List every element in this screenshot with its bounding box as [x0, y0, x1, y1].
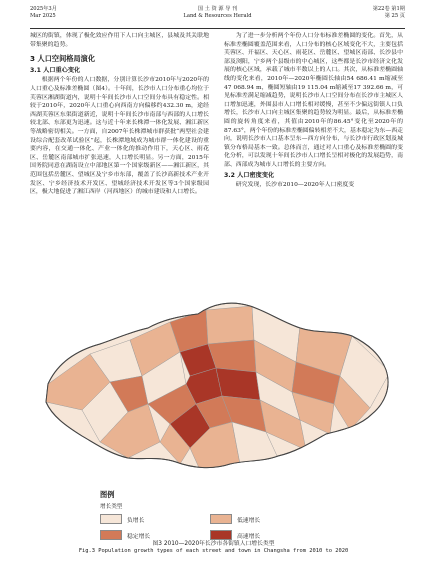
legend-label-low: 低速增长 [237, 517, 261, 524]
legend-label-stable: 稳定增长 [127, 533, 151, 540]
header-date-en: Mar 2025 [30, 12, 56, 19]
growth-type-map [30, 292, 405, 487]
left-column [30, 32, 209, 197]
body-paragraph: 根据两个年份的人口数据，分别计算长沙市2010年与2020年的人口重心及标准差椭圆（图4）。十年间，长沙市人口分布重心均位于芙蓉区湘湖街道内，说明十年间长沙市人口空间分布具有稳定性。相较于2010年，2020年人口重心向西南方向偏移约432.30 m，途经西湖芙蓉区东渠街道新近，说明十年间长沙市南部与西部的人口增长较北部、东部更为迅速。这与近十年来长株潭一体化发展、湘江新区等战略密切相关。一方面，自2007年长株潭城市群获批“两型社会建设综合配套改革试验区”起，长株潭地域成为城市群一体化建设的重要内容，在交通一体化、产业一体化的推动作用下，天心区、雨花区、岳麓区南部城市扩张迅速，人口增长明显。另一方面，2015年国务院同意在湖南设立中部地区第一个国家级新区——湘江新区，其范围包括岳麓区、望城区及宁乡市东部，覆盖了长沙高新技术产业开发区、宁乡经济技术开发区、望城经济技术开发区等3个国家级园区，极大地促进了湘江西岸（河西地区）的城市建设和人口增长。 [30, 77, 209, 196]
header-right [373, 6, 405, 19]
legend-items [100, 514, 310, 540]
figure-caption-cn: 图3 2010—2020年长沙市各街镇人口增长类型 [152, 541, 275, 547]
journal-title-cn: 国 土 资 源 导 刊 [197, 6, 238, 12]
subsection-heading-3-2: 3.2 人口密度变化 [224, 171, 275, 179]
legend-title: 图例 [100, 490, 115, 499]
right-column [224, 32, 403, 190]
legend-swatch-low [210, 514, 232, 524]
intro-paragraph: 城区的街镇，体现了极化效应作用下人口向主城区，县城及其关联地带集聚的趋势。 [30, 33, 209, 48]
volume-issue: 第22卷 第1期 [372, 6, 405, 12]
page-header [30, 6, 405, 29]
figure-caption-en: Fig.3 Population growth types of each street and town in Changsha from 2010 to 2020 [78, 548, 349, 554]
legend-item-negative [100, 514, 200, 524]
body-paragraph: 为了进一步分析两个年份人口分布标准差椭圆的变化。首先，从标准差椭圆覆盖范围来看，人口分布的核心区域变化不大，主要包括芙蓉区、开福区、天心区、雨花区、岳麓区、望城区南部、长沙县中部及浏阳，宁乡两个县级市的中心城区，这些都是长沙市经济文化发展的核心区域，承载了城市半数以上的人口。其次，从标准差椭圆轴线的变化来看，2010年—2020年椭圆长轴由54 686.41 m缩减至47 068.94 m，椭圆短轴由19 115.04 m缩减至17 392.66 m，可见标准差满足缩减趋势，说明长沙市人口空间分布在长沙市主城区人口增加迅速，外围县市人口增长相对缓慢，甚至不少偏远街镇人口负增长，长沙市人口向主城区集聚的趋势较为明显。最后，从标准差椭圆的旋转角度来看，其值由2010年的86.45°变化至2020年的87.63°，两个年份的标准差椭圆偏转相差不大，基本稳定为东—西走向，说明长沙市人口基本呈东—西方向分布，与长沙市行政区划及城镇分布格局基本一致。总体而言，通过对人口重心及标准差椭圆的变化分析，可以发现十年间长沙市人口增长呈相对极化的发展趋势，南部、西部成为城市人口增长的主要方向。 [224, 33, 403, 168]
legend-label-negative: 负增长 [127, 517, 145, 524]
body-paragraph: 研究发现，长沙市2010—2020年人口密度变 [235, 182, 355, 189]
map-legend [100, 490, 310, 540]
region-n-a [206, 306, 254, 344]
legend-item-low [210, 514, 310, 524]
subsection-heading-3-1: 3.1 人口重心变化 [30, 66, 81, 74]
region-n-c [216, 368, 260, 400]
page-number: 第 25 页 [384, 12, 405, 19]
header-center [30, 6, 405, 19]
journal-title-en: Land & Resources Herald [183, 12, 252, 19]
header-date-cn: 2025年3月 [30, 6, 57, 12]
legend-label-high: 高速增长 [237, 533, 261, 540]
legend-subtitle: 增长类型 [100, 504, 123, 510]
section-heading: 3 人口空间格局演化 [30, 54, 96, 64]
legend-swatch-negative [100, 514, 122, 524]
